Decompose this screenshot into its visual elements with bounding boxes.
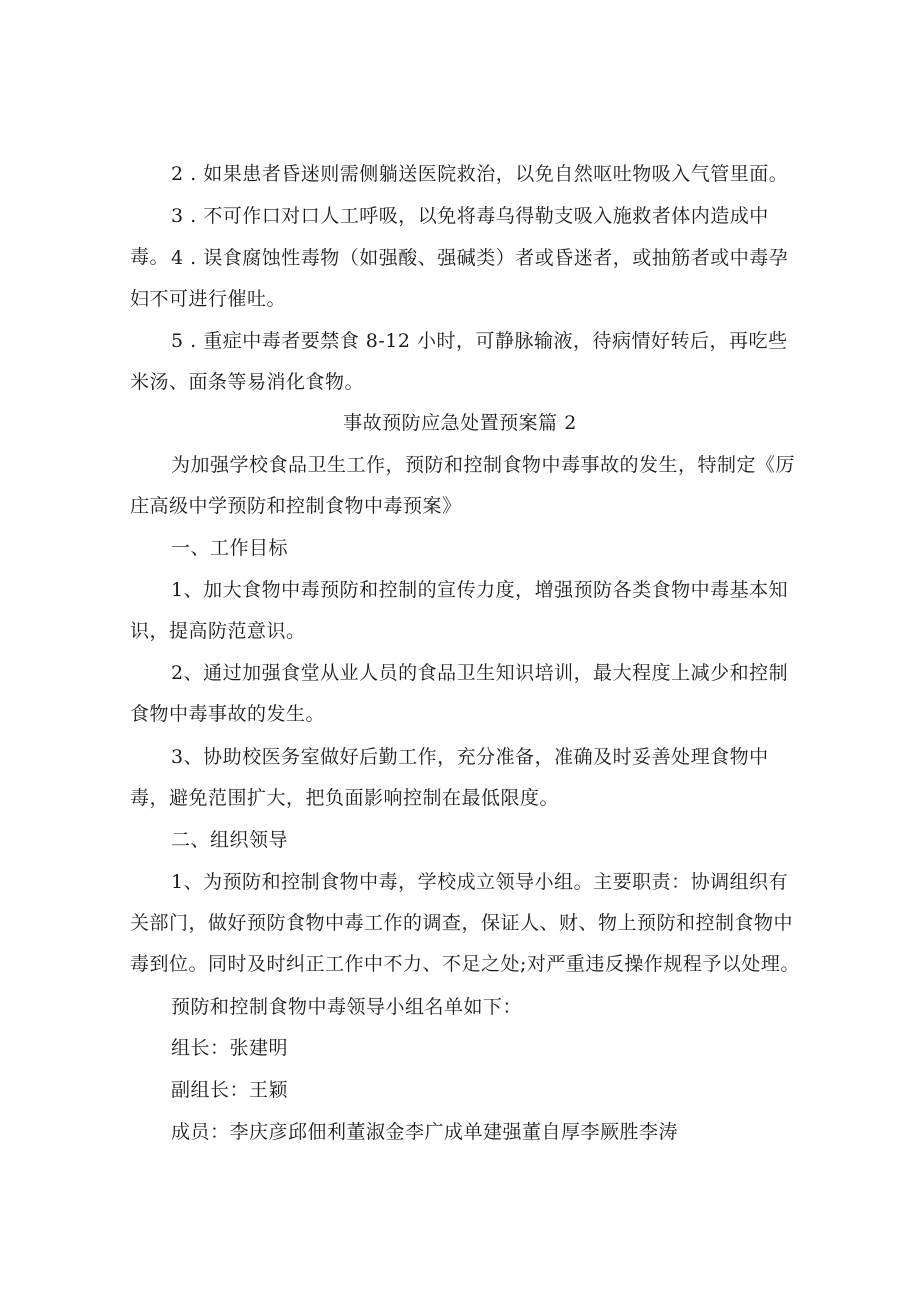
paragraph-item-3: 3 . 不可作口对口人工呼吸，以免将毒乌得勒支吸入施救者体内造成中毒。	[130, 205, 769, 268]
paragraph-item-5: 5 . 重症中毒者要禁食 8-12 小时，可静脉输液，待病情好转后，再吃些米汤、面条等易消化食物。	[130, 330, 788, 393]
deputy-leader-line: 副组长：王颖	[171, 1079, 289, 1101]
goals-heading: 一、工作目标	[171, 537, 289, 559]
goal-item-3: 3、协助校医务室做好后勤工作，充分准备，准确及时妥善处理食物中毒，避免范围扩大，把负面影响控制在最低限度。	[130, 746, 769, 809]
members-line: 成员：李庆彦邱佃利董淑金李广成单建强董自厚李厥胜李涛	[171, 1121, 679, 1143]
leadership-list-intro: 预防和控制食物中毒领导小组名单如下：	[171, 996, 523, 1018]
goal-item-1: 1、加大食物中毒预防和控制的宣传力度，增强预防各类食物中毒基本知识，提高防范意识。	[130, 579, 789, 642]
paragraph-item-2: 2 . 如果患者昏迷则需侧躺送医院救治，以免自然呕吐物吸入气管里面。	[171, 163, 789, 185]
intro-paragraph: 为加强学校食品卫生工作，预防和控制食物中毒事故的发生，特制定《厉庄高级中学预防和控制食物中毒预案》	[130, 454, 796, 517]
paragraph-item-4: 4 . 误食腐蚀性毒物（如强酸、强碱类）者或昏迷者，或抽筋者或中毒孕妇不可进行催吐。	[130, 247, 789, 310]
section-title: 事故预防应急处置预案篇 2	[343, 412, 577, 434]
leadership-heading: 二、组织领导	[171, 829, 289, 851]
leader-line: 组长：张建明	[171, 1037, 289, 1059]
leadership-item-1: 1、为预防和控制食物中毒，学校成立领导小组。主要职责：协调组织有关部门，做好预防食物中毒工作的调查，保证人、财、物上预防和控制食物中毒到位。同时及时纠正工作中不力、不足之处;对严重违反操作规程予以处理。	[130, 871, 800, 975]
goal-item-2: 2、通过加强食堂从业人员的食品卫生知识培训，最大程度上减少和控制食物中毒事故的发生。	[130, 662, 789, 725]
